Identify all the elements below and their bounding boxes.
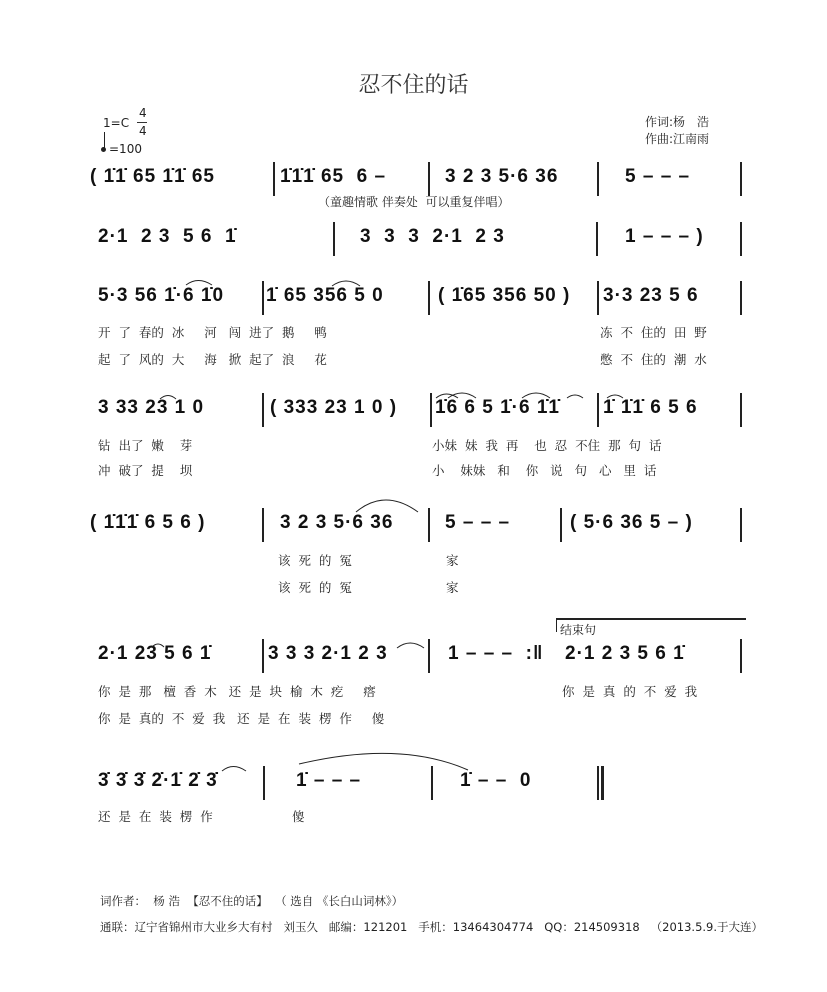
key-signature: 1=C — [103, 116, 130, 130]
lyric-line: 还 是 在 装 楞 作 — [98, 809, 213, 824]
measure-notes: ( 333 23 1 0 ) — [270, 397, 398, 418]
lyric-line: 钻 出了 嫩 芽 — [98, 438, 193, 453]
measure-notes: 5·3 56 1̇·6 1̇0 — [98, 285, 225, 306]
lyric-line: 冻 不 住的 田 野 — [600, 325, 707, 340]
measure-notes: 1 – – – ) — [625, 226, 704, 247]
measure-notes: 2·1 2 3 5 6 1̇ — [98, 226, 237, 247]
lyric-line: 该 死 的 冤 — [278, 553, 352, 568]
time-signature-top: 4 — [139, 106, 147, 120]
time-signature-bottom: 4 — [139, 124, 147, 138]
measure-notes: 1̇ – – 0 — [460, 770, 532, 791]
measure-notes: 1̇ – – – — [296, 770, 362, 791]
measure-notes: 3 33 23 1 0 — [98, 397, 205, 418]
song-title: 忍不住的话 — [358, 73, 469, 98]
measure-notes: 1̇6 6 5 1̇·6 1̇1̇ — [435, 397, 560, 418]
measure-notes: 3̇ 3̇ 3̇ 2̇·1̇ 2̇ 3̇ — [98, 770, 218, 791]
lyric-line: 该 死 的 冤 — [278, 580, 352, 595]
measure-notes: 2·1 23 5 6 1̇ — [98, 643, 212, 664]
lyric-line: 你 是 那 檀 香 木 还 是 块 榆 木 疙 瘩 — [98, 684, 376, 699]
measure-notes: 1 – – – :‖ — [448, 643, 544, 664]
measure-notes: ( 1̇1̇1̇ 6 5 6 ) — [90, 512, 206, 533]
lyric-line: 你 是 真的 不 爱 我 还 是 在 装 楞 作 傻 — [98, 711, 385, 726]
ending-bracket — [556, 618, 746, 620]
lyricist: 作词:杨 浩 — [645, 115, 710, 129]
ending-bracket-hook — [556, 618, 557, 632]
lyric-line: 家 — [446, 553, 459, 568]
lyric-line: 开 了 春的 冰 河 闯 进了 鹅 鸭 — [98, 325, 327, 340]
measure-notes: 2·1 2 3 5 6 1̇ — [565, 643, 685, 664]
measure-notes: 1̇1̇1̇ 65 6 – — [280, 166, 387, 187]
footer-contact: 通联：辽宁省锦州市大业乡大有村 刘玉久 邮编：121201 手机：13464304774 QQ：214509318 （2013.5.9.于大连） — [100, 920, 764, 934]
measure-notes: ( 5·6 36 5 – ) — [570, 512, 693, 533]
measure-notes: 1̇ 1̇1̇ 6 5 6 — [603, 397, 698, 418]
lyric-line: 憋 不 住的 潮 水 — [600, 352, 707, 367]
measure-notes: 5 – – – — [625, 166, 691, 187]
measure-notes: 3 3 3 2·1 2 3 — [360, 226, 505, 247]
measure-notes: ( 1̇1̇ 65 1̇1̇ 65 — [90, 166, 215, 187]
performance-note: （童趣情歌 伴奏处 可以重复伴唱） — [318, 195, 510, 209]
composer: 作曲:江南雨 — [645, 132, 710, 146]
measure-notes: 1̇ 65 356 5 0 — [266, 285, 384, 306]
lyric-line: 小妹 妹 我 再 也 忍 不住 那 句 话 — [432, 438, 662, 453]
measure-notes: 3 3 3 2·1 2 3 — [268, 643, 388, 664]
lyric-line: 你 是 真 的 不 爱 我 — [562, 684, 698, 699]
tempo: =100 — [109, 142, 142, 156]
lyric-line: 傻 — [292, 809, 305, 824]
measure-notes: ( 1̇65 356 50 ) — [438, 285, 571, 306]
lyric-line: 家 — [446, 580, 459, 595]
measure-notes: 3·3 23 5 6 — [603, 285, 699, 306]
measure-notes: 3 2 3 5·6 36 — [445, 166, 559, 187]
footer-credits: 词作者： 杨 浩 【忍不住的话】 （ 选自 《长白山词林》） — [100, 894, 404, 908]
ending-label: 结束句 — [560, 623, 597, 637]
measure-notes: 3 2 3 5·6 36 — [280, 512, 394, 533]
lyric-line: 冲 破了 提 坝 — [98, 463, 193, 478]
lyric-line: 起 了 风的 大 海 掀 起了 浪 花 — [98, 352, 327, 367]
measure-notes: 5 – – – — [445, 512, 511, 533]
lyric-line: 小 妹妹 和 你 说 句 心 里 话 — [432, 463, 657, 478]
